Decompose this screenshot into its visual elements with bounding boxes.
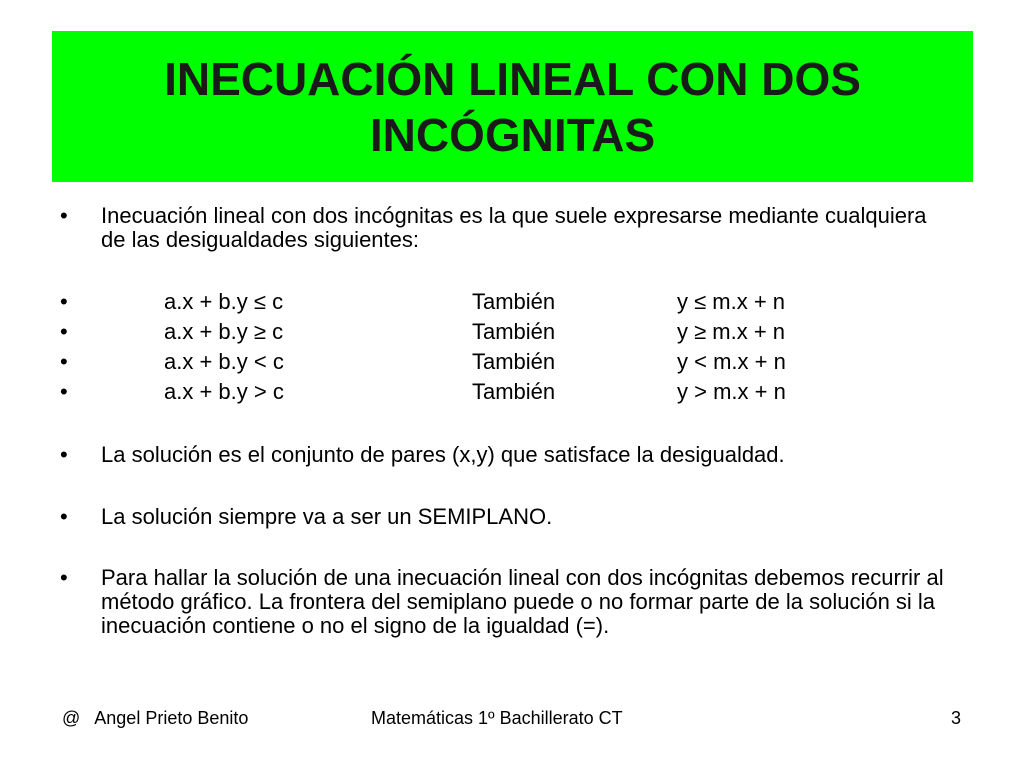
bullet-marker: • [60, 289, 68, 314]
inequality-standard-form: a.x + b.y ≥ c [164, 319, 284, 344]
inequality-explicit-form: y ≥ m.x + n [677, 319, 786, 344]
bullet-intro-text: Inecuación lineal con dos incógnitas es la que suele expresarse mediante cualquiera de las desigualdades siguientes: [101, 203, 927, 252]
inequality-connector: También [472, 319, 556, 344]
footer-author: @ Angel Prieto Benito [62, 708, 249, 728]
bullet-method-text: Para hallar la solución de una inecuación lineal con dos incógnitas debemos recurrir al método gráfico. La frontera del semiplano puede o no formar parte de la solución si la inecuación contiene o no el signo de la igualdad (=). [101, 565, 944, 638]
bullet-solution-set-text: La solución es el conjunto de pares (x,y) que satisface la desigualdad. [101, 442, 785, 467]
inequality-standard-form: a.x + b.y < c [164, 349, 284, 374]
bullet-marker: • [60, 319, 68, 344]
footer-course: Matemáticas 1º Bachillerato CT [371, 708, 623, 728]
slide-title: INECUACIÓN LINEAL CON DOS INCÓGNITAS [164, 52, 861, 161]
inequality-explicit-form: y ≤ m.x + n [677, 289, 786, 314]
bullet-marker: • [60, 349, 68, 374]
bullet-marker: • [60, 442, 68, 467]
inequality-connector: También [472, 349, 556, 374]
inequality-explicit-form: y > m.x + n [677, 379, 786, 404]
footer-page-number: 3 [951, 708, 962, 728]
bullet-marker: • [60, 504, 68, 529]
inequality-explicit-form: y < m.x + n [677, 349, 786, 374]
bullet-marker: • [60, 379, 68, 404]
inequality-connector: También [472, 379, 556, 404]
bullet-semiplane-text: La solución siempre va a ser un SEMIPLANO. [101, 504, 553, 529]
inequality-connector: También [472, 289, 556, 314]
bullet-marker: • [60, 203, 68, 228]
inequality-standard-form: a.x + b.y ≤ c [164, 289, 284, 314]
inequality-standard-form: a.x + b.y > c [164, 379, 284, 404]
bullet-marker: • [60, 565, 68, 590]
